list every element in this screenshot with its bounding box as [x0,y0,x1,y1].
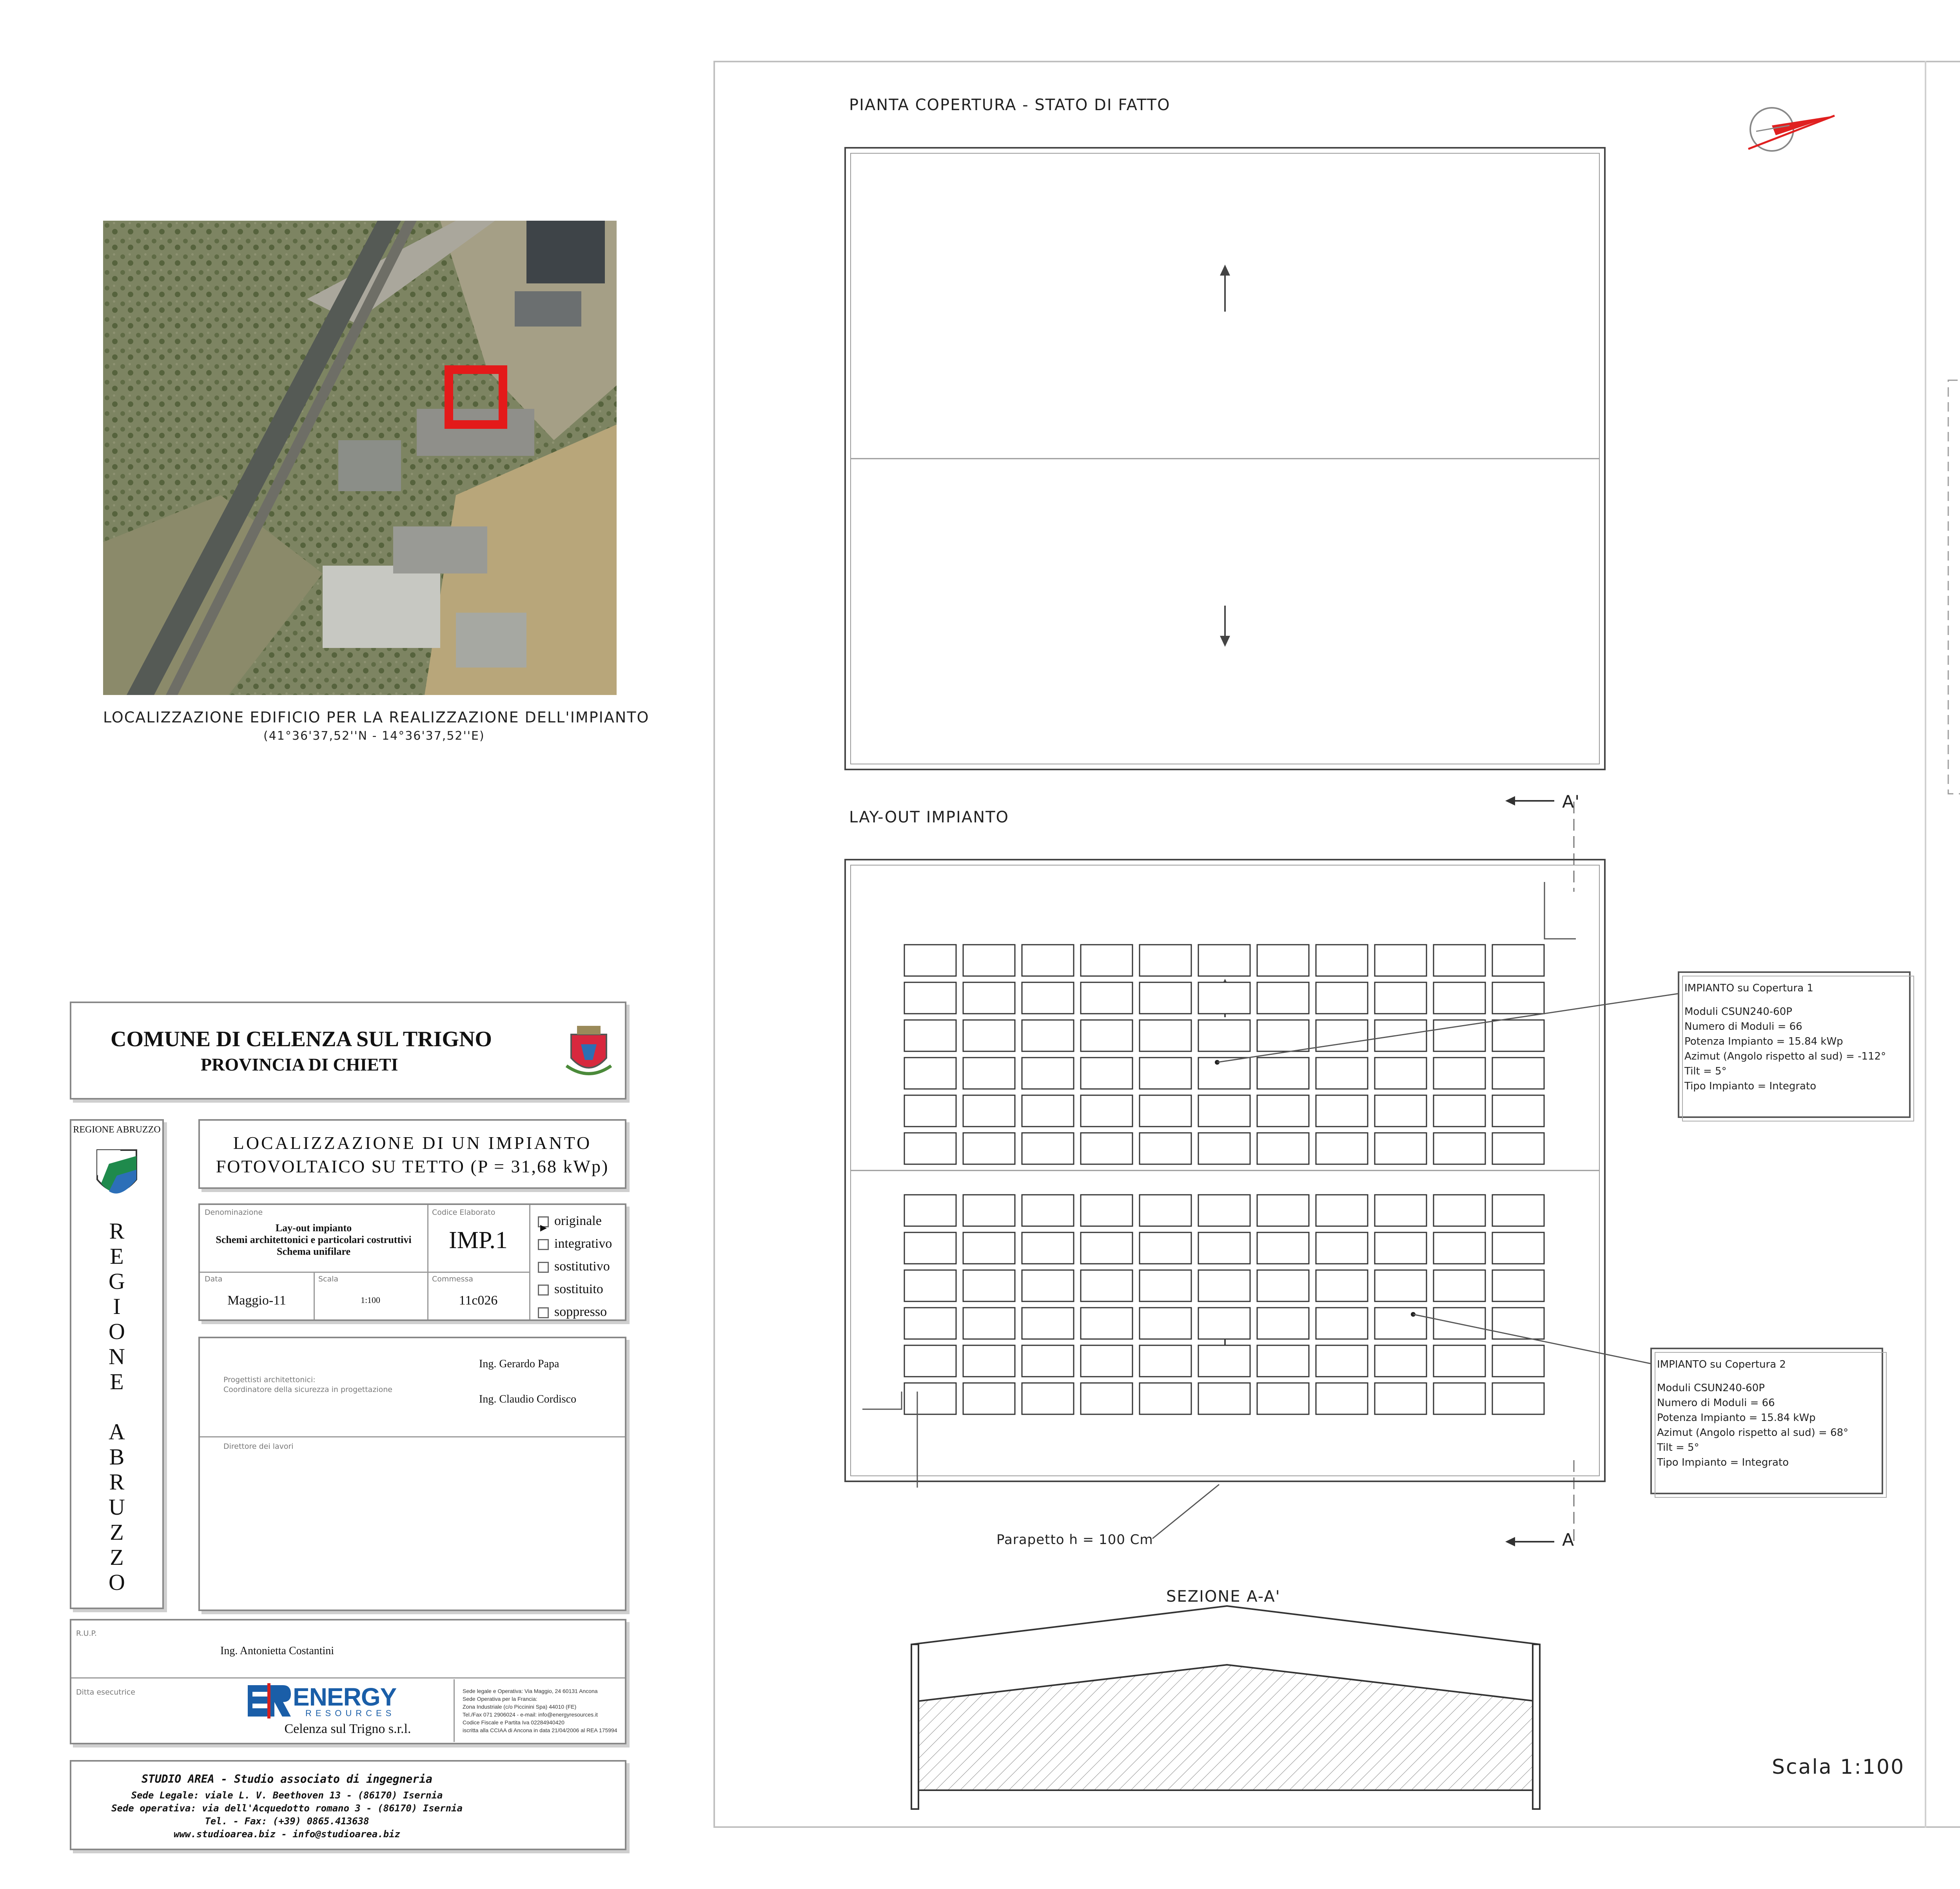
north-arrow-icon [1748,108,1835,151]
pv-module [1198,1020,1250,1051]
pv-module [1434,1058,1485,1089]
pv-module [1375,1020,1426,1051]
pv-module [1198,1058,1250,1089]
pv-module [963,1095,1015,1127]
pv-module [963,1020,1015,1051]
pv-module [1492,1308,1544,1339]
pv-module [963,945,1015,976]
pv-module [1316,1095,1368,1127]
pv-module [1434,1345,1485,1377]
callout-1-line: Tipo Impianto = Integrato [1684,1080,1817,1092]
parapet-label: Parapetto h = 100 Cm [996,1532,1153,1548]
pv-module [1316,1195,1368,1226]
pv-module [1316,982,1368,1014]
sezione-title: SEZIONE A-A' [1166,1588,1281,1606]
pv-module [1140,1095,1191,1127]
pv-module [1434,945,1485,976]
rup-label: R.U.P. [76,1629,97,1638]
elaborato-box [198,1203,626,1321]
option-soppresso[interactable]: soppresso [538,1301,612,1323]
pv-module [1257,1308,1309,1339]
pv-module [963,1195,1015,1226]
callout-2-line: Tilt = 5° [1657,1442,1699,1453]
pv-module [1022,1270,1074,1301]
pv-module [1316,1058,1368,1089]
pv-module [1492,1020,1544,1051]
provincia-name: PROVINCIA DI CHIETI [201,1054,398,1074]
pv-module [1492,1195,1544,1226]
pv-module [1198,1308,1250,1339]
pv-module [1081,1195,1132,1226]
pv-module [904,1020,956,1051]
progettisti-box [198,1337,626,1611]
energy-info-line: Codice Fiscale e Partita Iva 02284940420 [463,1719,564,1726]
er-logo-icon [248,1683,291,1718]
pv-module [1257,1383,1309,1414]
pv-module [1022,1133,1074,1164]
data-value: Maggio-11 [227,1293,286,1308]
pv-module [1492,1095,1544,1127]
pv-module [1257,1270,1309,1301]
pv-module [963,1345,1015,1377]
progettisti-label2: Coordinatore della sicurezza in progettazione [223,1385,392,1394]
pv-module [1257,1133,1309,1164]
comune-crest-icon [563,1023,614,1082]
section-mark-top: A' [1562,792,1581,812]
pv-module [1434,1232,1485,1264]
pv-module [1198,1232,1250,1264]
pv-module [904,945,956,976]
codice-label: Codice Elaborato [432,1208,495,1217]
regione-letter: Z [110,1519,124,1545]
pv-module [1081,1133,1132,1164]
pv-module [1081,1308,1132,1339]
regione-letter: O [109,1570,125,1595]
callout-1-line: Tilt = 5° [1684,1065,1727,1077]
status-options [538,1210,612,1323]
studio-name: STUDIO AREA - Studio associato di ingegneria [142,1773,432,1786]
pv-module [1375,982,1426,1014]
aerial-caption: LOCALIZZAZIONE EDIFICIO PER LA REALIZZAZIONE DELL'IMPIANTO [103,709,650,726]
pv-module [963,1133,1015,1164]
pv-module [1140,1308,1191,1339]
pv-module [1140,1345,1191,1377]
pv-module [963,1383,1015,1414]
pv-module [1257,1020,1309,1051]
pv-module [1022,1095,1074,1127]
pv-module [1434,982,1485,1014]
regione-letter: B [109,1444,125,1470]
regione-letter: R [109,1469,125,1495]
energy-logo [214,1679,454,1742]
sezione-aa-drawing [911,1606,1540,1809]
energy-info-line: Tel./Fax 071 2906024 - e-mail: info@energyresources.it [463,1711,598,1718]
callout-2-title: IMPIANTO su Copertura 2 [1657,1359,1786,1370]
pv-module [1198,945,1250,976]
energy-company: Celenza sul Trigno s.r.l. [284,1722,411,1736]
scala-label: Scala [318,1275,339,1283]
denominazione-line1: Lay-out impianto [275,1222,352,1234]
schema-unifilare-diagram [1925,61,1960,1828]
pv-module [1492,1232,1544,1264]
pv-module [1140,1383,1191,1414]
regione-letter: Z [110,1544,124,1570]
regione-crest-icon [93,1148,140,1203]
pv-module [1434,1383,1485,1414]
layout-title: LAY-OUT IMPIANTO [849,808,1009,826]
progettisti-label1: Progettisti architettonici: [223,1375,316,1384]
callout-2-line: Tipo Impianto = Integrato [1657,1457,1789,1468]
pv-module [1434,1270,1485,1301]
regione-letter: A [109,1419,125,1444]
pv-module [904,982,956,1014]
pv-module [963,982,1015,1014]
callout-1-line: Potenza Impianto = 15.84 kWp [1684,1036,1843,1047]
pv-module [1081,1383,1132,1414]
pv-module [1022,1383,1074,1414]
pv-module [1022,1058,1074,1089]
callout-1-line: Azimut (Angolo rispetto al sud) = -112° [1684,1051,1886,1062]
callout-2-line: Azimut (Angolo rispetto al sud) = 68° [1657,1427,1849,1439]
comune-box [70,1002,626,1100]
project-title-box [198,1119,626,1189]
option-integrativo[interactable]: integrativo [538,1232,612,1255]
pv-module [1316,1345,1368,1377]
pv-module [1434,1020,1485,1051]
pv-module [1434,1095,1485,1127]
pv-module [1198,1195,1250,1226]
pv-module [1140,1058,1191,1089]
pv-module [1375,1308,1426,1339]
data-label: Data [205,1275,223,1283]
section-mark-bottom: A [1562,1530,1575,1550]
comune-name: COMUNE DI CELENZA SUL TRIGNO [111,1027,492,1051]
rup-box [70,1619,626,1744]
pv-module [1140,1133,1191,1164]
pv-module [904,1308,956,1339]
studio-line3: Tel. - Fax: (+39) 0865.413638 [205,1816,369,1827]
layout-roof-plan [845,860,1678,1539]
pv-module [1140,1270,1191,1301]
callout-2-line: Potenza Impianto = 15.84 kWp [1657,1412,1816,1424]
callout-2-line: Moduli CSUN240-60P [1657,1382,1765,1394]
regione-letter: N [109,1344,125,1369]
regione-small-label: REGIONE ABRUZZO [73,1125,161,1135]
pv-module [1022,1232,1074,1264]
denominazione-text [200,1222,427,1258]
commessa-value: 11c026 [459,1293,498,1308]
regione-letter: E [110,1369,124,1394]
pv-module [1257,1195,1309,1226]
regione-letter: O [109,1319,125,1344]
pv-module [1257,1095,1309,1127]
pv-module [1198,982,1250,1014]
pv-module [1081,1345,1132,1377]
regione-letter: I [113,1294,121,1319]
option-originale[interactable]: ▶ originale [538,1210,612,1232]
studio-line1: Sede Legale: viale L. V. Beethoven 13 - (86170) Isernia [131,1790,443,1801]
regione-letter: E [110,1243,124,1269]
pv-module [904,1058,956,1089]
callout-1-line: Moduli CSUN240-60P [1684,1006,1792,1018]
pv-module [1375,1383,1426,1414]
direttore-label: Direttore dei lavori [223,1442,294,1451]
pv-modules-copertura-1 [904,945,1544,1164]
codice-value: IMP.1 [449,1227,508,1254]
pv-module [1257,982,1309,1014]
pv-module [1316,1133,1368,1164]
pv-module [1022,945,1074,976]
energy-info-line: Zona Industriale (c/o Piccinini Spa) 44010 (FE) [463,1704,577,1710]
commessa-label: Commessa [432,1275,474,1283]
energy-info-line: Sede legale e Operativa: Via Maggio, 24 60131 Ancona [463,1688,598,1694]
pv-module [1081,945,1132,976]
scala-value: 1:100 [360,1295,381,1305]
regione-letter [71,1394,162,1419]
pv-module [1492,1383,1544,1414]
studio-line4: www.studioarea.biz - info@studioarea.biz [174,1829,400,1840]
ditta-label: Ditta esecutrice [76,1688,135,1697]
pv-module [1375,1133,1426,1164]
energy-info-line: Sede Operativa per la Francia: [463,1696,537,1702]
pv-module [1022,1345,1074,1377]
pv-module [1022,982,1074,1014]
pv-module [1434,1133,1485,1164]
pv-module [1316,945,1368,976]
scale-label: Scala 1:100 [1772,1755,1905,1779]
pv-module [1257,945,1309,976]
callout-1-line: Numero di Moduli = 66 [1684,1021,1802,1033]
pv-module [1316,1383,1368,1414]
project-title-line1: LOCALIZZAZIONE DI UN IMPIANTO [233,1133,592,1153]
callout-1-title: IMPIANTO su Copertura 1 [1684,982,1813,994]
pv-module [1198,1133,1250,1164]
pv-module [1140,1232,1191,1264]
pv-module [904,1133,956,1164]
option-sostitutivo[interactable]: sostitutivo [538,1255,612,1278]
pv-module [1492,982,1544,1014]
studio-line2: Sede operativa: via dell'Acquedotto romano 3 - (86170) Isernia [111,1803,463,1814]
pv-module [1375,945,1426,976]
pianta-copertura-plan [845,148,1605,769]
pv-module [1492,1270,1544,1301]
pv-module [904,1095,956,1127]
pv-module [904,1195,956,1226]
pv-module [1375,1345,1426,1377]
pv-module [1257,1058,1309,1089]
pv-module [1375,1270,1426,1301]
pv-module [1081,982,1132,1014]
pv-module [1257,1232,1309,1264]
pv-module [963,1232,1015,1264]
pv-module [1434,1195,1485,1226]
pianta-title: PIANTA COPERTURA - STATO DI FATTO [849,96,1171,114]
pv-module [1375,1095,1426,1127]
callout-2-line: Numero di Moduli = 66 [1657,1397,1775,1409]
progettista-1: Ing. Gerardo Papa [479,1358,559,1370]
pv-module [1316,1270,1368,1301]
callout-1-text [1684,981,1886,1094]
pv-module [904,1345,956,1377]
denominazione-line3: Schema unifilare [276,1246,351,1257]
pv-module [1022,1195,1074,1226]
pv-module [1140,1195,1191,1226]
pv-module [1081,1232,1132,1264]
regione-letter: U [109,1494,125,1520]
pv-module [1140,982,1191,1014]
pv-module [1140,1020,1191,1051]
pv-module [1316,1232,1368,1264]
pv-module [1316,1308,1368,1339]
pv-module [1198,1345,1250,1377]
pv-module [1492,1058,1544,1089]
denominazione-line2: Schemi architettonici e particolari costruttivi [216,1234,412,1245]
energy-info [454,1679,623,1742]
pv-module [1081,1020,1132,1051]
pv-module [1140,945,1191,976]
pv-module [904,1270,956,1301]
regione-letter: G [109,1268,125,1294]
aerial-coords: (41°36'37,52''N - 14°36'37,52''E) [263,729,485,743]
pv-module [1492,1133,1544,1164]
pv-module [1375,1195,1426,1226]
aerial-photo [103,221,617,695]
aerial-photo-image [103,221,617,695]
architectural-drawings [713,61,1925,1828]
pv-module [1492,945,1544,976]
energy-info-line: iscritta alla CCIAA di Ancona in data 21/04/2006 al REA 175994 [463,1727,617,1733]
pv-module [1081,1058,1132,1089]
pv-module [1022,1020,1074,1051]
denominazione-label: Denominazione [205,1208,263,1217]
pv-module [963,1308,1015,1339]
pv-module [1492,1345,1544,1377]
pv-module [904,1232,956,1264]
copertura-1-boundary [1948,380,1960,794]
pv-module [904,1383,956,1414]
regione-letter: R [109,1218,125,1244]
pv-module [1198,1270,1250,1301]
progettista-2: Ing. Claudio Cordisco [479,1393,577,1405]
pv-module [1375,1058,1426,1089]
pv-module [1375,1232,1426,1264]
regione-vertical-text [71,1219,162,1595]
regione-box [70,1119,164,1609]
pv-modules-copertura-2 [904,1195,1544,1414]
energy-logo-text: ENERGY [293,1683,397,1711]
pv-module [1198,1383,1250,1414]
pv-module [1198,1095,1250,1127]
option-sostituito[interactable]: sostituito [538,1278,612,1301]
callout-2-text [1657,1357,1848,1470]
project-title-line2: FOTOVOLTAICO SU TETTO (P = 31,68 kWp) [216,1156,609,1176]
pv-module [1022,1308,1074,1339]
pv-module [963,1058,1015,1089]
pv-module [1257,1345,1309,1377]
energy-logo-sub: RESOURCES [305,1708,396,1718]
studio-box [70,1760,626,1850]
pv-module [1081,1270,1132,1301]
rup-value: Ing. Antonietta Costantini [220,1645,334,1657]
pv-module [963,1270,1015,1301]
pv-module [1081,1095,1132,1127]
